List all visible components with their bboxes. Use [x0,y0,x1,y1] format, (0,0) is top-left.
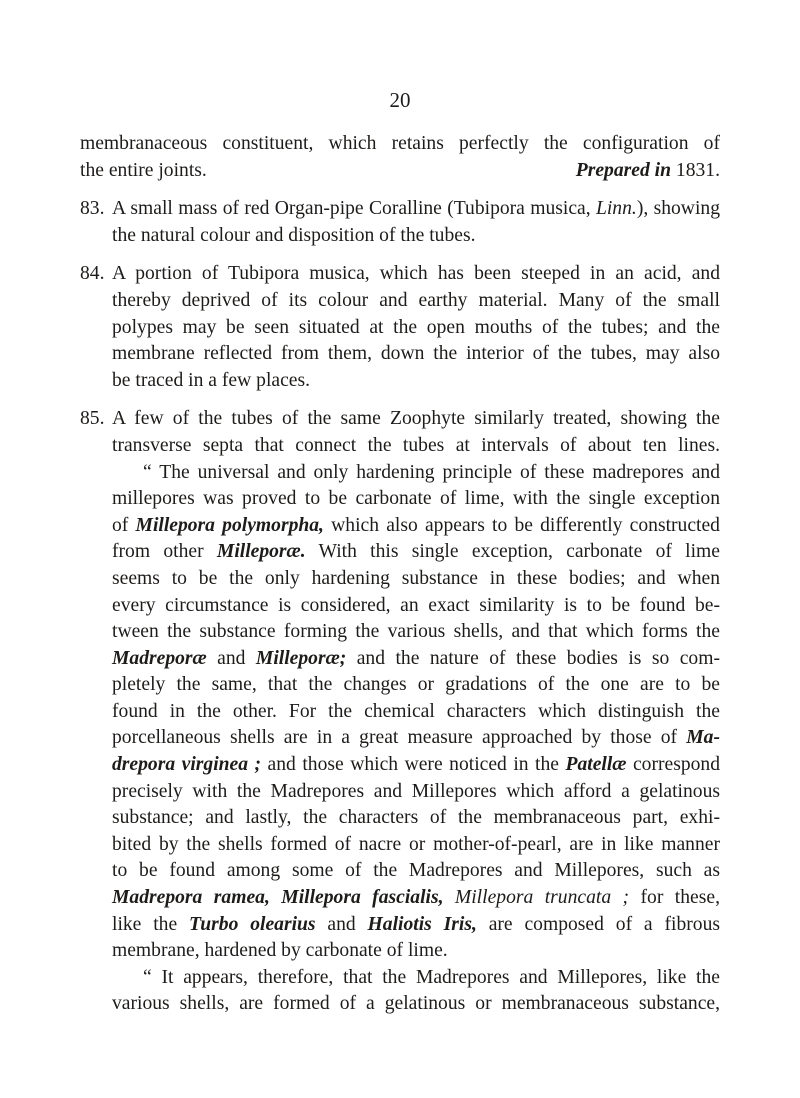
text-line: various shells, are formed of a gelatinous or membranaceous substance, [112,993,720,1015]
text-line: “ It appears, therefore, that the Madrepores and Millepores, like the [143,966,720,988]
text-line: found in the other. For the chemical characters which distinguish the [112,700,720,722]
body-text [80,131,720,1018]
text-line: the entire joints. Prepared in 1831. [80,158,720,185]
entry-number: 84. [80,263,105,285]
text-line: porcellaneous shells are in a great measure approached by those of Ma- [112,727,720,749]
text-line: drepora virginea ; and those which were noticed in the Patellæ correspond [112,754,721,776]
text-line: every circumstance is considered, an exact similarity is to be found be- [112,594,720,616]
text-line: Madrepora ramea, Millepora fascialis, Millepora truncata ; for these, [112,887,720,909]
text-line: be traced in a few places. [112,369,311,391]
text-line: transverse septa that connect the tubes at intervals of about ten lines. [112,434,720,456]
catalogue-entry-85 [80,406,720,459]
text-line: tween the substance forming the various shells, and that which forms the [112,621,720,643]
text-line: membrane reflected from them, down the interior of the tubes, may also [112,343,720,365]
text-line: substance; and lastly, the characters of the membranaceous part, exhi- [112,807,720,829]
prepared-date: Prepared in 1831. [575,159,720,181]
text-line: “ The universal and only hardening principle of these madrepores and [143,461,720,483]
text-line: of Millepora polymorpha, which also appears to be differently constructed [112,514,720,536]
text-line: the natural colour and disposition of the tubes. [112,224,476,246]
text-line: polypes may be seen situated at the open mouths of the tubes; and the [112,316,720,338]
text-line: 84. A portion of Tubipora musica, which has been steeped in an acid, and [80,261,720,288]
text-line: Madreporæ and Milleporæ; and the nature of these bodies is so com- [112,647,720,669]
text-line: pletely the same, that the changes or gradations of the one are to be [112,674,720,696]
text-line: thereby deprived of its colour and earthy material. Many of the small [112,289,720,311]
text-line: precisely with the Madrepores and Millepores which afford a gelatinous [112,780,720,802]
text-line: like the Turbo olearius and Haliotis Iris, are composed of a fibrous [112,913,720,935]
text-line: membranaceous constituent, which retains perfectly the configuration of [80,133,720,154]
quotation-paragraph-1 [80,460,720,965]
text-line: millepores was proved to be carbonate of lime, with the single exception [112,488,720,510]
entry-number: 83. [80,198,105,220]
text-line: bited by the shells formed of nacre or mother-of-pearl, are in like manner [112,833,720,855]
text-line: 85. A few of the tubes of the same Zoophyte similarly treated, showing the [80,406,720,433]
quotation-paragraph-2 [80,965,720,1018]
text-line: from other Milleporæ. With this single exception, carbonate of lime [112,541,720,563]
text-line: seems to be the only hardening substance in these bodies; and when [112,567,720,589]
page-number: 20 [389,88,411,112]
text-line: to be found among some of the Madrepores and Millepores, such as [112,860,720,882]
text-line: membrane, hardened by carbonate of lime. [112,940,448,962]
entry-number: 85. [80,408,105,430]
text-line: 83. A small mass of red Organ-pipe Coralline (Tubipora musica, Linn.), showing [80,196,720,223]
continuation-paragraph [80,131,720,184]
catalogue-entry-84 [80,261,720,394]
catalogue-entry-83 [80,196,720,249]
